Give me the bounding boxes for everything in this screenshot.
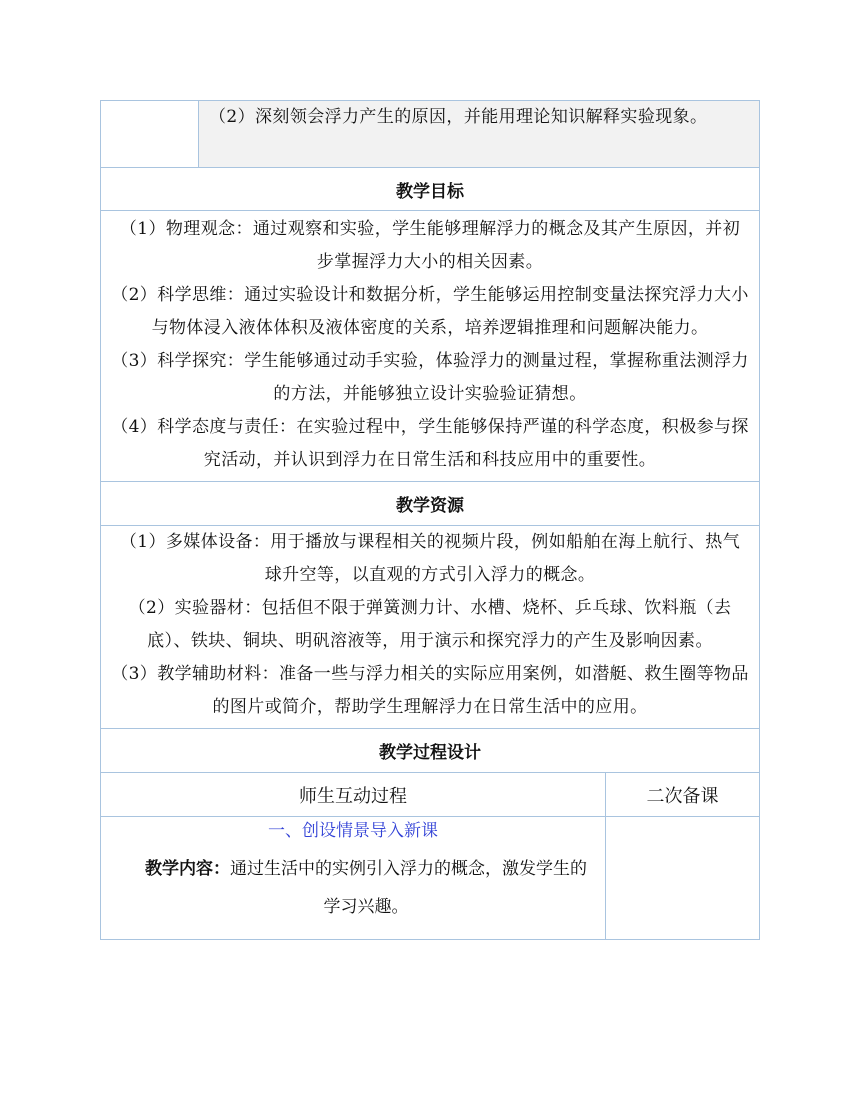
lesson-plan-table — [100, 100, 760, 940]
column-header-interaction: 师生互动过程 — [101, 773, 606, 817]
process-heading: 教学过程设计 — [101, 729, 760, 773]
objective-item: （4）科学态度与责任：在实验过程中，学生能够保持严谨的科学态度，积极参与探究活动，并认识到浮力在日常生活和科技应用中的重要性。 — [111, 417, 749, 470]
section-title: 一、创设情景导入新课 — [268, 821, 438, 841]
objectives-body — [101, 211, 760, 482]
teaching-content — [101, 850, 605, 926]
column-header-second-prep: 二次备课 — [606, 773, 760, 817]
objectives-body-row — [101, 211, 760, 482]
resources-heading-row — [101, 482, 760, 526]
row-top-label-cell — [101, 101, 199, 168]
resources-heading: 教学资源 — [101, 482, 760, 526]
objective-item: （3）科学探究：学生能够通过动手实验，体验浮力的测量过程，掌握称重法测浮力的方法，并能够独立设计实验验证猜想。 — [111, 351, 749, 404]
resource-item: （2）实验器材：包括但不限于弹簧测力计、水槽、烧杯、乒乓球、饮料瓶（去底）、铁块、铜块、明矾溶液等，用于演示和探究浮力的产生及影响因素。 — [128, 598, 732, 651]
process-content-row — [101, 817, 760, 940]
process-content-cell — [101, 817, 606, 940]
teaching-content-label: 教学内容： — [145, 859, 230, 879]
resources-body — [101, 526, 760, 729]
resources-body-row — [101, 526, 760, 729]
teaching-content-text: 通过生活中的实例引入浮力的概念，激发学生的学习兴趣。 — [230, 859, 587, 917]
row-top-text-cell — [199, 101, 760, 168]
resource-item: （3）教学辅助材料：准备一些与浮力相关的实际应用案例，如潜艇、救生圈等物品的图片或简介，帮助学生理解浮力在日常生活中的应用。 — [111, 664, 749, 717]
process-heading-row — [101, 729, 760, 773]
objective-item: （2）科学思维：通过实验设计和数据分析，学生能够运用控制变量法探究浮力大小与物体浸入液体体积及液体密度的关系，培养逻辑推理和问题解决能力。 — [111, 285, 749, 338]
resource-item: （1）多媒体设备：用于播放与课程相关的视频片段，例如船舶在海上航行、热气球升空等，以直观的方式引入浮力的概念。 — [119, 532, 741, 585]
objective-item: （1）物理观念：通过观察和实验，学生能够理解浮力的概念及其产生原因，并初步掌握浮力大小的相关因素。 — [119, 219, 741, 272]
row-top-text: （2）深刻领会浮力产生的原因，并能用理论知识解释实验现象。 — [209, 107, 708, 127]
second-prep-cell — [606, 817, 760, 940]
objectives-heading: 教学目标 — [101, 168, 760, 211]
objectives-heading-row — [101, 168, 760, 211]
row-top — [101, 101, 760, 168]
process-columns-row — [101, 773, 760, 817]
